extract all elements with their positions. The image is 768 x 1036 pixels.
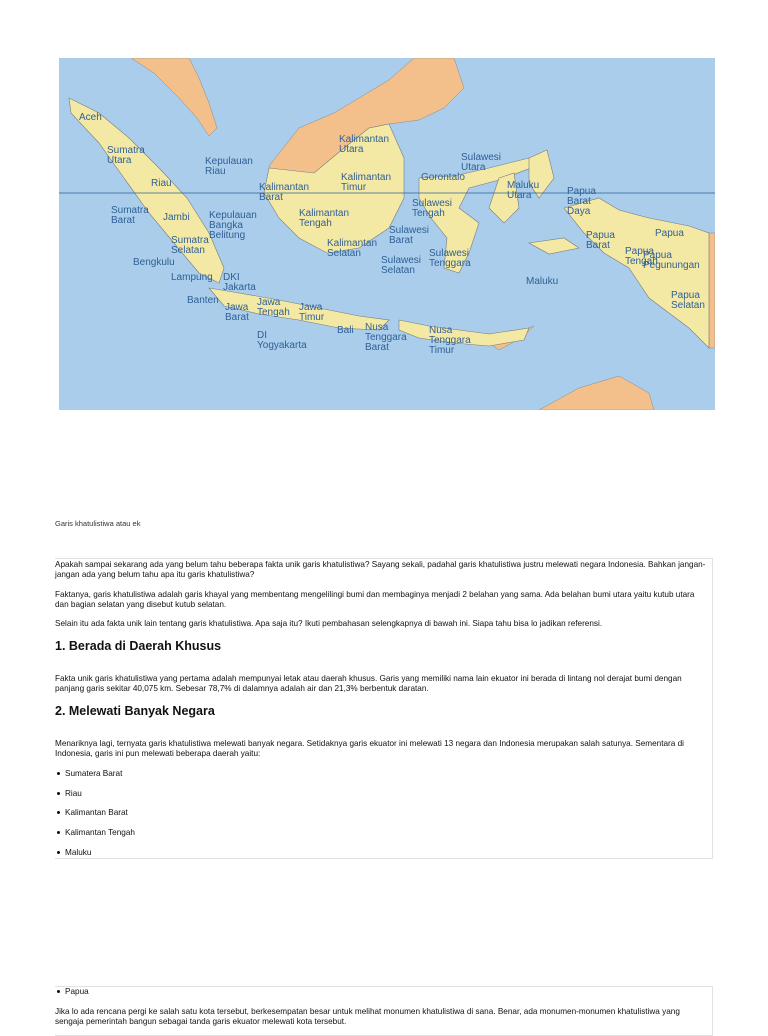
- article-block-2: [55, 986, 713, 1036]
- map-label: Jambi: [163, 212, 190, 223]
- map-label: Kepulauan Bangka Belitung: [209, 210, 257, 241]
- map-label: Sumatra Selatan: [171, 235, 209, 256]
- map-label: Papua: [655, 228, 684, 239]
- list-item-text: Kalimantan Tengah: [65, 828, 135, 837]
- map-label: Bali: [337, 325, 354, 336]
- list-item-text: Papua: [65, 987, 89, 996]
- intro-paragraph-2: Faktanya, garis khatulistiwa adalah garis khayal yang membentang mengelilingi bumi dan membaginya menjadi 2 belahan yang sama. Ada belahan bumi utara yaitu kutub utara dan bagian selatan yang disebut kutub selatan.: [55, 590, 695, 609]
- map-label: Kalimantan Tengah: [299, 208, 350, 229]
- bullet-icon: [57, 851, 60, 854]
- list-item-text: Sumatera Barat: [65, 769, 123, 778]
- map-label: DKI Jakarta: [223, 272, 256, 293]
- map-label: Sumatra Barat: [111, 205, 149, 226]
- map-label: Kalimantan Barat: [259, 182, 310, 203]
- map-png: [709, 233, 715, 348]
- map-label: Maluku Utara: [507, 180, 540, 201]
- list-item: [55, 789, 82, 799]
- map-label: Papua Tengah: [625, 246, 658, 267]
- section-paragraph-2: Menariknya lagi, ternyata garis khatulistiwa melewati banyak negara. Setidaknya garis ekuator ini melewati 13 negara dan Indonesia merupakan salah satunya. Sementara di Indonesia, garis ini pun melewati beberapa daerah yaitu:: [55, 739, 684, 758]
- map-label: Sumatra Utara: [107, 145, 145, 166]
- map-label: Jawa Timur: [299, 302, 325, 323]
- section-paragraph-3: Jika lo ada rencana pergi ke salah satu kota tersebut, berkesempatan besar untuk melihat monumen khatulistiwa di sana. Benar, ada monumen-monumen khatulistiwa yang sengaja pemerintah bangun sebagai tanda garis ekuator melewati kota tersebut.: [55, 1007, 680, 1026]
- map-label: Sulawesi Selatan: [381, 255, 422, 276]
- map-label: Papua Barat: [586, 230, 615, 251]
- map-svg: [59, 58, 715, 410]
- map-label: Papua Barat Daya: [567, 186, 596, 217]
- list-item: [55, 808, 128, 818]
- map-label: Bengkulu: [133, 257, 175, 268]
- map-label: Banten: [187, 295, 219, 306]
- map-label: Jawa Tengah: [257, 297, 290, 318]
- section-heading-1: 1. Berada di Daerah Khusus: [55, 639, 222, 653]
- article-block-1: [55, 558, 713, 859]
- intro-paragraph-1: Apakah sampai sekarang ada yang belum tahu beberapa fakta unik garis khatulistiwa? Sayang sekali, padahal garis khatulistiwa justru melewati negara Indonesia. Bahkan jangan-jangan ada yang belum tahu apa itu garis khatulistiwa?: [55, 560, 706, 579]
- map-label: Kalimantan Timur: [341, 172, 392, 193]
- list-item: [55, 848, 91, 858]
- map-label: Gorontalo: [421, 172, 465, 183]
- map-label: Kalimantan Utara: [339, 134, 390, 155]
- map-label: Lampung: [171, 272, 213, 283]
- intro-paragraph-3: Selain itu ada fakta unik lain tentang garis khatulistiwa. Apa saja itu? Ikuti pembahasan selengkapnya di bawah ini. Siapa tahu bisa lo jadikan referensi.: [55, 619, 603, 628]
- bullet-icon: [57, 811, 60, 814]
- list-item-text: Maluku: [65, 848, 92, 857]
- map-label: Papua Selatan: [671, 290, 705, 311]
- map-label: Sulawesi Barat: [389, 225, 430, 246]
- section-paragraph-1: Fakta unik garis khatulistiwa yang pertama adalah mempunyai letak atau daerah khusus. Garis yang memiliki nama lain ekuator ini berada di lintang nol derajat bumi dengan panjang garis sekitar 40,075 km. Sebesar 78,7% di dalamnya adalah air dan 21,3% berbentuk daratan.: [55, 674, 682, 693]
- map-label: Jawa Barat: [225, 302, 249, 323]
- map-label: Nusa Tenggara Timur: [429, 325, 471, 356]
- map-label: Sulawesi Tengah: [412, 198, 453, 219]
- map-label: Aceh: [79, 112, 102, 123]
- section-heading-2: 2. Melewati Banyak Negara: [55, 704, 215, 718]
- list-item: [55, 828, 135, 838]
- list-item: [55, 769, 122, 779]
- map-label: Riau: [151, 178, 172, 189]
- map-label: Sulawesi Utara: [461, 152, 502, 173]
- map-label: DI Yogyakarta: [257, 330, 307, 351]
- bullet-icon: [57, 792, 60, 795]
- list-item-text: Riau: [65, 789, 82, 798]
- indonesia-map: [59, 58, 715, 410]
- bullet-icon: [57, 772, 60, 775]
- map-label: Nusa Tenggara Barat: [365, 322, 407, 353]
- map-caption: Garis khatulistiwa atau ek: [55, 519, 141, 528]
- list-item-text: Kalimantan Barat: [65, 808, 128, 817]
- map-label: Kalimantan Selatan: [327, 238, 378, 259]
- bullet-icon: [57, 831, 60, 834]
- map-label: Papua Pegunungan: [643, 250, 700, 271]
- map-label: Sulawesi Tenggara: [429, 248, 471, 269]
- map-label: Kepulauan Riau: [205, 156, 253, 177]
- map-label: Maluku: [526, 276, 559, 287]
